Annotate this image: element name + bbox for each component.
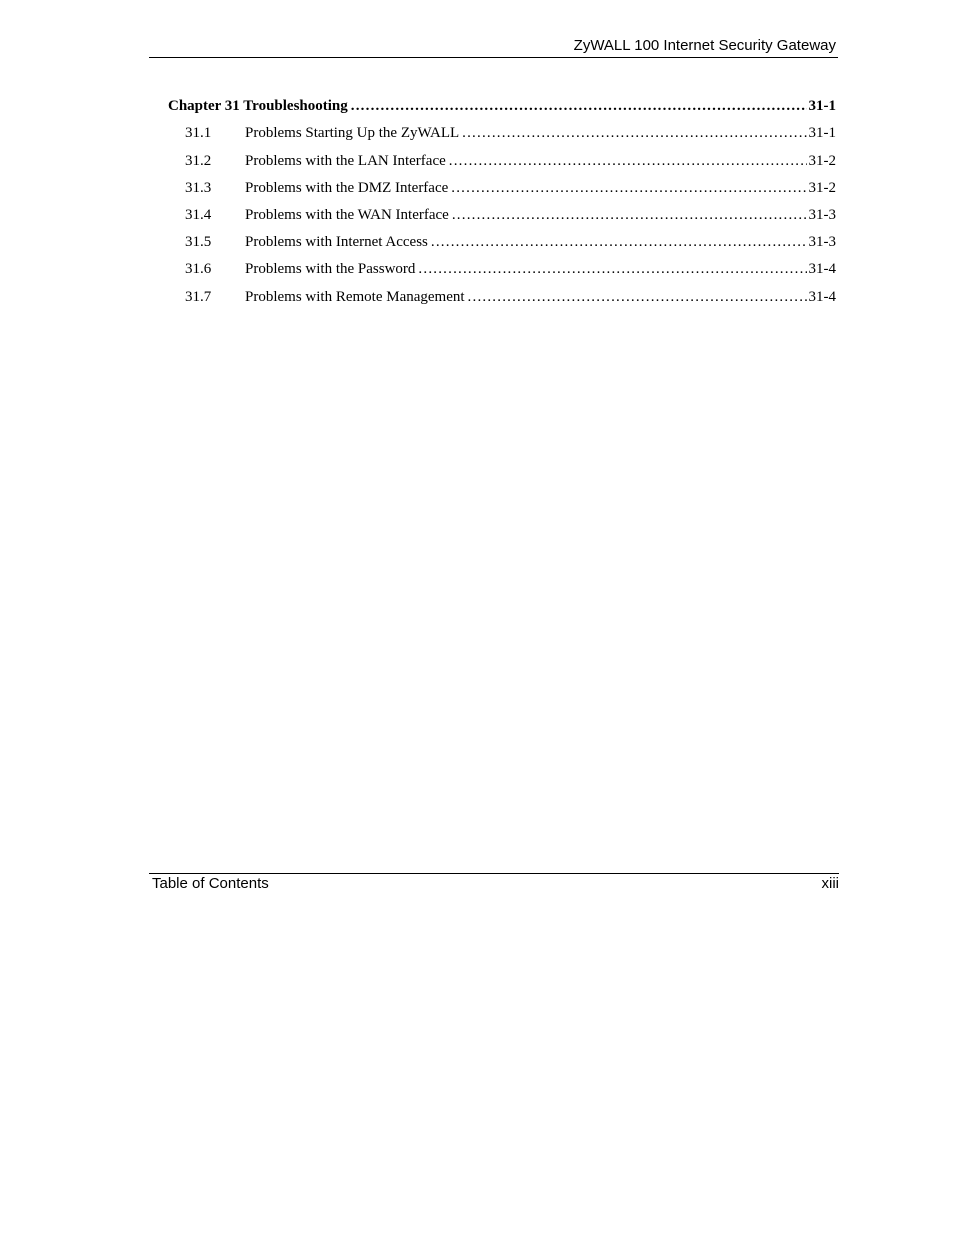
toc-entry-row[interactable] — [168, 278, 836, 305]
toc-dot-leader — [452, 207, 807, 224]
toc-entry-number: 31.6 — [185, 261, 212, 278]
toc-entry-title: Problems with the WAN Interface — [245, 206, 449, 223]
toc-entry-number: 31.3 — [185, 179, 212, 196]
toc-entry-number: 31.5 — [185, 234, 212, 251]
running-header-title: ZyWALL 100 Internet Security Gateway — [573, 37, 836, 54]
toc-entry-page: 31-2 — [808, 179, 836, 196]
footer-section-title: Table of Contents — [152, 875, 269, 892]
toc-entry-page: 31-3 — [808, 234, 836, 251]
footer-rule — [149, 873, 839, 874]
toc-dot-leader — [431, 234, 807, 251]
toc-entry-title: Problems with Internet Access — [245, 234, 428, 251]
toc-entry-number: 31.1 — [185, 125, 212, 142]
toc-entry-title: Problems Starting Up the ZyWALL — [245, 125, 460, 142]
toc-entry-row[interactable] — [168, 224, 836, 251]
table-of-contents — [168, 88, 836, 306]
toc-entry-page: 31-4 — [808, 288, 836, 305]
toc-dot-leader — [462, 125, 806, 142]
toc-chapter-row[interactable] — [168, 88, 836, 115]
toc-entry-page: 31-3 — [808, 206, 836, 223]
toc-dot-leader — [418, 261, 806, 278]
toc-entry-row[interactable] — [168, 197, 836, 224]
toc-entry-title: Problems with the LAN Interface — [245, 152, 446, 169]
toc-entry-title: Problems with Remote Management — [245, 288, 465, 305]
toc-chapter-title: Chapter 31 Troubleshooting — [168, 98, 348, 115]
toc-entry-row[interactable] — [168, 115, 836, 142]
toc-entry-number: 31.2 — [185, 152, 212, 169]
toc-entry-number: 31.7 — [185, 288, 212, 305]
toc-entry-page: 31-4 — [808, 261, 836, 278]
toc-dot-leader — [451, 180, 806, 197]
toc-dot-leader — [351, 98, 807, 115]
toc-dot-leader — [449, 153, 807, 170]
toc-entry-page: 31-2 — [808, 152, 836, 169]
toc-entry-row[interactable] — [168, 142, 836, 169]
toc-dot-leader — [468, 289, 807, 306]
toc-entry-title: Problems with the Password — [245, 261, 416, 278]
toc-entry-row[interactable] — [168, 251, 836, 278]
toc-entry-row[interactable] — [168, 170, 836, 197]
toc-entry-title: Problems with the DMZ Interface — [245, 179, 449, 196]
header-rule — [149, 57, 838, 58]
toc-entry-page: 31-1 — [808, 125, 836, 142]
toc-entry-number: 31.4 — [185, 206, 212, 223]
footer-page-number: xiii — [821, 875, 839, 892]
toc-chapter-page: 31-1 — [808, 98, 836, 115]
